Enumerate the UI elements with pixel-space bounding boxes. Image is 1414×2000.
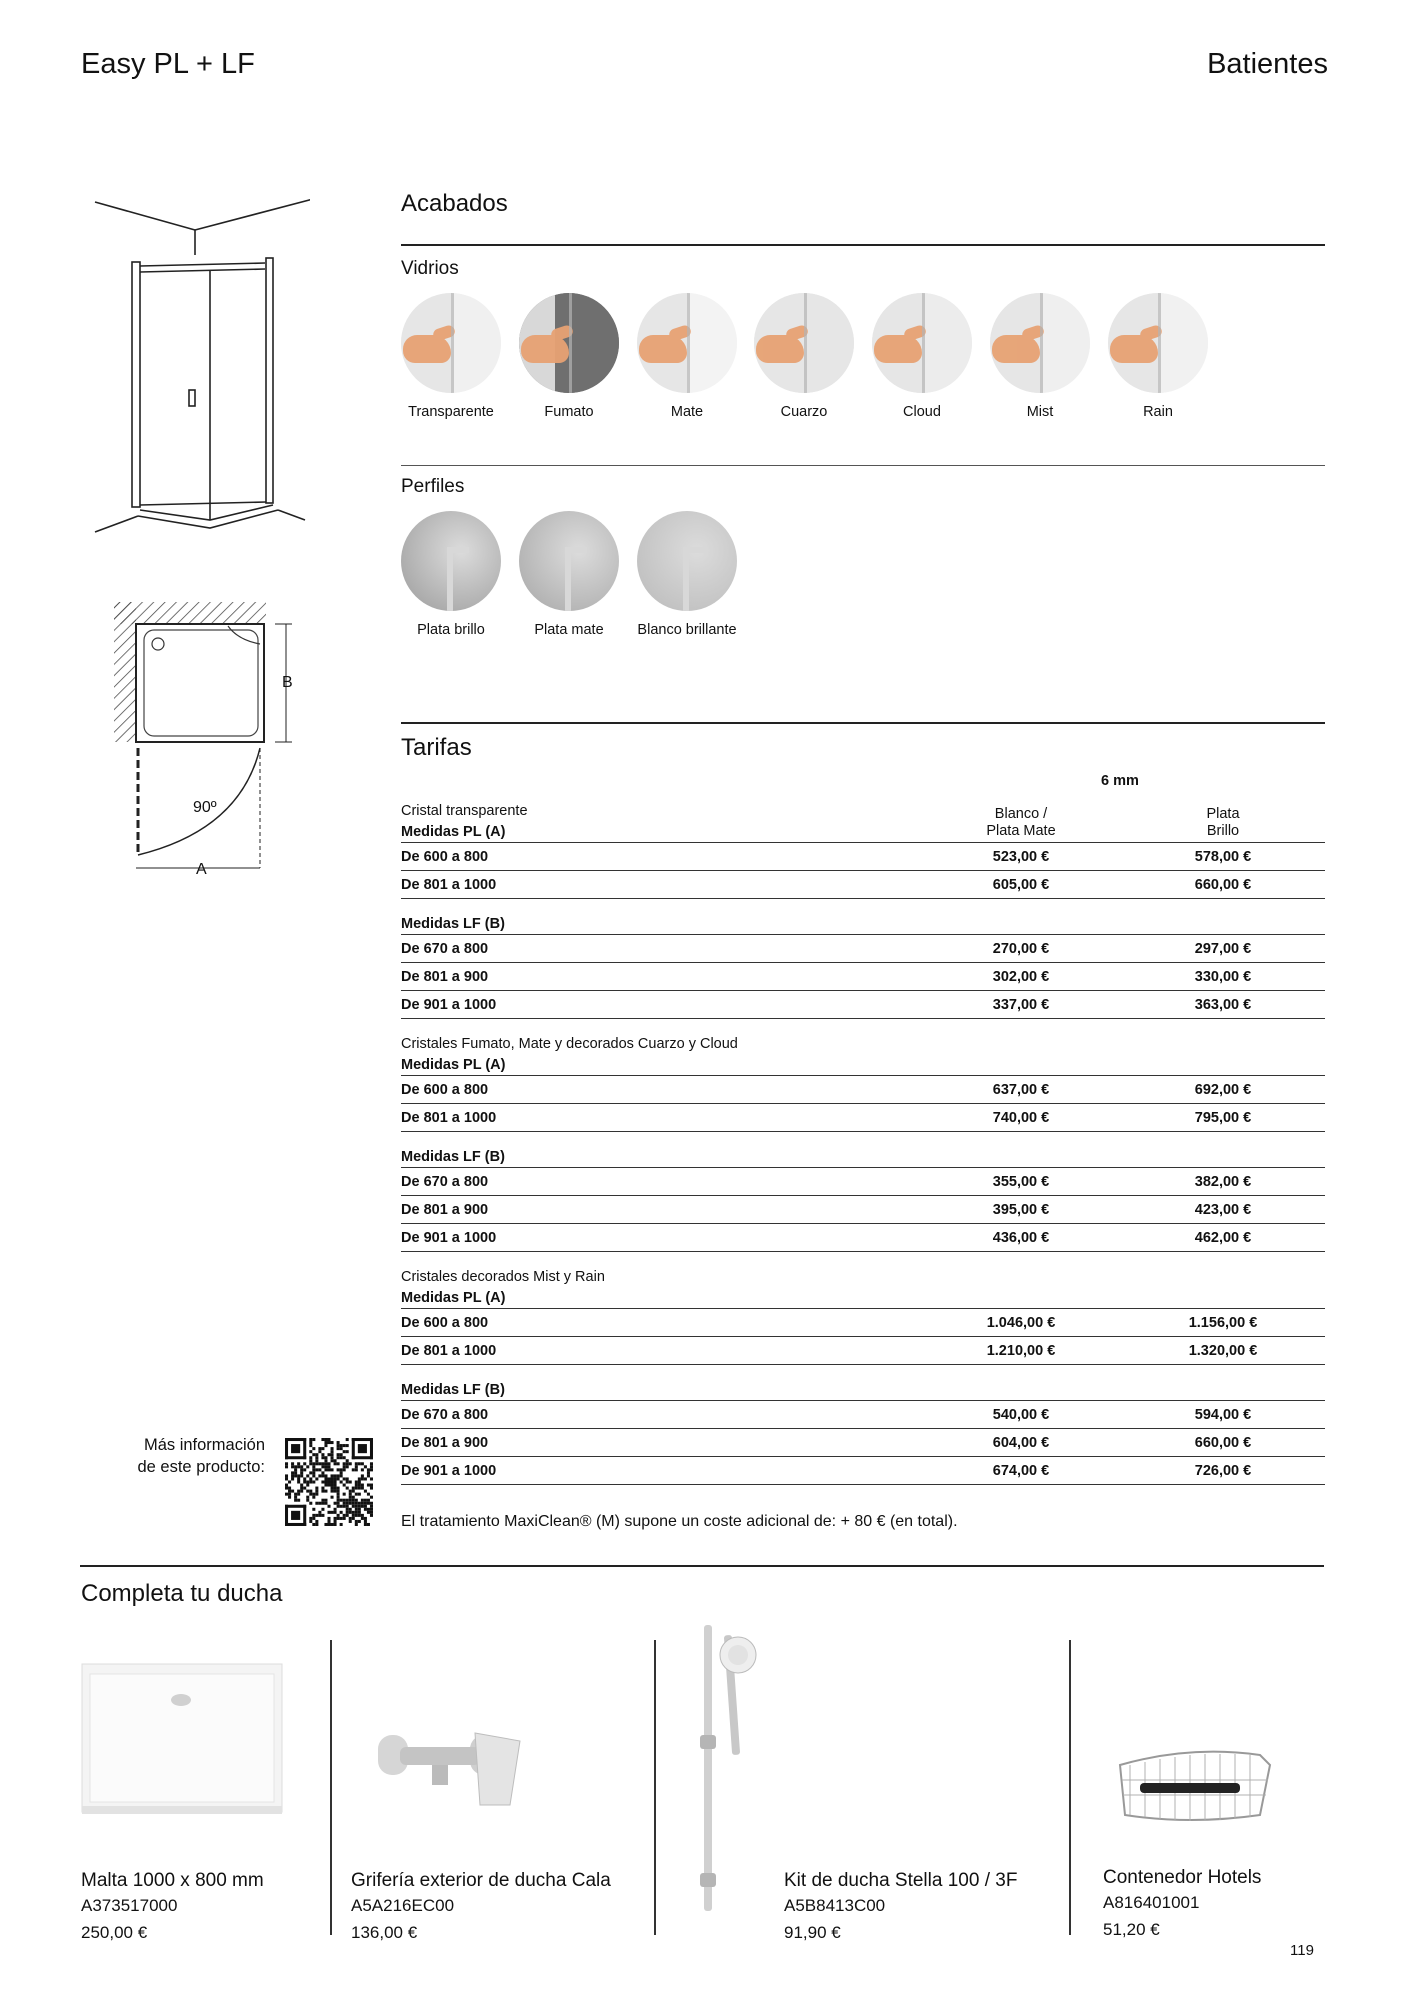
glass-swatch-mate[interactable]	[637, 293, 737, 393]
group-spacer	[401, 1365, 1325, 1380]
qr-caption-line1: Más información	[143, 1436, 265, 1454]
qr-caption-line2: de este producto:	[137, 1458, 265, 1476]
glass-edge	[922, 293, 925, 393]
size-range-cell: De 600 a 800	[401, 1076, 921, 1104]
completa-title: Completa tu ducha	[81, 1580, 283, 1607]
angle-label: 90º	[193, 799, 217, 816]
size-range-cell: De 600 a 800	[401, 843, 921, 871]
price-cell: 423,00 €	[1121, 1196, 1325, 1224]
group-note	[401, 800, 1325, 821]
glass-swatch-cloud[interactable]	[872, 293, 972, 393]
table-row	[401, 843, 1325, 871]
product-separator	[654, 1640, 656, 1935]
table-row	[401, 1076, 1325, 1104]
price-cell: 1.320,00 €	[1121, 1337, 1325, 1365]
price-cell: 740,00 €	[921, 1104, 1121, 1132]
price-cell: 540,00 €	[921, 1401, 1121, 1429]
price-cell: 270,00 €	[921, 935, 1121, 963]
price-cell: 1.156,00 €	[1121, 1309, 1325, 1337]
price-cell: 302,00 €	[921, 963, 1121, 991]
glass-swatch-fumato[interactable]	[519, 293, 619, 393]
table-row	[401, 1224, 1325, 1252]
group-title	[401, 1146, 1325, 1168]
glass-label: Fumato	[544, 404, 594, 420]
product-code: A5A216EC00	[351, 1896, 455, 1915]
product-name[interactable]: Contenedor Hotels	[1103, 1867, 1262, 1888]
size-range-cell: De 600 a 800	[401, 1309, 921, 1337]
price-cell: 605,00 €	[921, 871, 1121, 899]
page-number: 119	[1290, 1942, 1314, 1959]
table-row	[401, 1168, 1325, 1196]
hand-icon	[874, 335, 922, 363]
price-cell: 660,00 €	[1121, 1429, 1325, 1457]
vidrios-title: Vidrios	[401, 258, 459, 279]
size-range-cell: De 801 a 900	[401, 963, 921, 991]
acabados-title: Acabados	[401, 190, 508, 217]
product-name[interactable]: Kit de ducha Stella 100 / 3F	[784, 1870, 1018, 1891]
group-title-text: Medidas PL (A)	[401, 1056, 506, 1073]
group-spacer	[401, 1132, 1325, 1147]
product-price: 250,00 €	[81, 1923, 148, 1942]
size-range-cell: De 801 a 1000	[401, 1337, 921, 1365]
perfiles-rule	[401, 465, 1325, 466]
group-note-text: Cristales Fumato, Mate y decorados Cuarzo y Cloud	[401, 1035, 738, 1052]
size-range-cell: De 670 a 800	[401, 1401, 921, 1429]
product-separator	[1069, 1640, 1071, 1935]
shower-3d-drawing	[90, 180, 310, 540]
corner-basket-image[interactable]	[1110, 1735, 1280, 1835]
group-spacer	[401, 899, 1325, 914]
price-cell: 337,00 €	[921, 991, 1121, 1019]
table-row	[401, 1309, 1325, 1337]
hand-icon	[403, 335, 451, 363]
glass-label: Cloud	[903, 404, 941, 420]
price-cell: 594,00 €	[1121, 1401, 1325, 1429]
glass-swatch-rain[interactable]	[1108, 293, 1208, 393]
price-cell: 436,00 €	[921, 1224, 1121, 1252]
size-range-cell: De 801 a 1000	[401, 871, 921, 899]
group-title-text: Medidas LF (B)	[401, 1381, 505, 1398]
price-cell: 726,00 €	[1121, 1457, 1325, 1485]
size-range-cell: De 801 a 1000	[401, 1104, 921, 1132]
glass-label: Mate	[670, 404, 704, 420]
product-name[interactable]: Malta 1000 x 800 mm	[81, 1870, 264, 1891]
hand-icon	[1110, 335, 1158, 363]
price-cell: 355,00 €	[921, 1168, 1121, 1196]
group-title-text: Medidas PL (A)	[401, 823, 506, 840]
table-row	[401, 1104, 1325, 1132]
glass-edge	[687, 293, 690, 393]
hand-icon	[992, 335, 1040, 363]
profile-swatch-2[interactable]	[519, 511, 619, 611]
product-separator	[330, 1640, 332, 1935]
price-cell: 795,00 €	[1121, 1104, 1325, 1132]
group-note-text: Cristales decorados Mist y Rain	[401, 1268, 605, 1285]
price-cell: 462,00 €	[1121, 1224, 1325, 1252]
size-range-cell: De 901 a 1000	[401, 1457, 921, 1485]
dimension-a-label: A	[196, 861, 207, 878]
profile-label: Plata mate	[534, 622, 604, 638]
price-table	[401, 800, 1325, 1485]
size-range-cell: De 670 a 800	[401, 935, 921, 963]
glass-swatch-cuarzo[interactable]	[754, 293, 854, 393]
document-title: Easy PL + LF	[81, 48, 255, 80]
glass-edge	[569, 293, 572, 393]
glass-label: Transparente	[408, 404, 494, 420]
table-row	[401, 991, 1325, 1019]
shower-plan-drawing	[110, 600, 310, 880]
product-code: A373517000	[81, 1896, 178, 1915]
price-cell: 382,00 €	[1121, 1168, 1325, 1196]
product-code: A5B8413C00	[784, 1896, 886, 1915]
glass-edge	[451, 293, 454, 393]
price-cell: 1.046,00 €	[921, 1309, 1121, 1337]
group-spacer	[401, 1252, 1325, 1267]
qr-code-icon[interactable]	[285, 1438, 373, 1526]
price-cell: 637,00 €	[921, 1076, 1121, 1104]
size-range-cell: De 801 a 900	[401, 1196, 921, 1224]
profile-frame	[683, 547, 705, 611]
size-range-cell: De 670 a 800	[401, 1168, 921, 1196]
completa-rule	[80, 1565, 1324, 1567]
price-cell: 297,00 €	[1121, 935, 1325, 963]
profile-label: Plata brillo	[417, 622, 485, 638]
col-header-blanco: Blanco / Plata Mate	[986, 806, 1056, 839]
dimension-b-label: B	[282, 674, 293, 691]
glass-edge	[804, 293, 807, 393]
group-title	[401, 913, 1325, 935]
category-title: Batientes	[1207, 48, 1328, 80]
product-price: 136,00 €	[351, 1923, 418, 1942]
group-title-text: Medidas LF (B)	[401, 915, 505, 932]
size-range-cell: De 801 a 900	[401, 1429, 921, 1457]
qr-caption	[100, 1434, 265, 1478]
shower-kit-image[interactable]	[690, 1615, 790, 1915]
profile-frame	[447, 547, 469, 611]
perfiles-title: Perfiles	[401, 476, 465, 497]
group-title	[401, 821, 1325, 843]
price-cell: 395,00 €	[921, 1196, 1121, 1224]
size-range-cell: De 901 a 1000	[401, 991, 921, 1019]
price-cell: 578,00 €	[1121, 843, 1325, 871]
glass-edge	[1040, 293, 1043, 393]
price-cell: 363,00 €	[1121, 991, 1325, 1019]
tarifas-rule	[401, 722, 1325, 724]
hand-icon	[756, 335, 804, 363]
table-row	[401, 1337, 1325, 1365]
group-title	[401, 1379, 1325, 1401]
group-title	[401, 1054, 1325, 1076]
group-title	[401, 1287, 1325, 1309]
glass-label: Mist	[1026, 404, 1054, 420]
hand-icon	[521, 335, 569, 363]
table-row	[401, 871, 1325, 899]
glass-edge	[1158, 293, 1161, 393]
glass-label: Cuarzo	[780, 404, 828, 420]
group-note	[401, 1033, 1325, 1054]
group-note-text: Cristal transparente	[401, 802, 528, 819]
price-cell: 692,00 €	[1121, 1076, 1325, 1104]
group-spacer	[401, 1019, 1325, 1034]
glass-label: Rain	[1143, 404, 1173, 420]
product-price: 91,90 €	[784, 1923, 841, 1942]
table-row	[401, 935, 1325, 963]
profile-swatch-3[interactable]	[637, 511, 737, 611]
profile-label: Blanco brillante	[637, 622, 737, 638]
glass-swatch-mist[interactable]	[990, 293, 1090, 393]
table-row	[401, 1429, 1325, 1457]
thickness-header: 6 mm	[1101, 773, 1139, 789]
price-cell: 523,00 €	[921, 843, 1121, 871]
price-cell: 604,00 €	[921, 1429, 1121, 1457]
shower-tray-image[interactable]	[80, 1660, 286, 1816]
price-cell: 330,00 €	[1121, 963, 1325, 991]
table-row	[401, 1196, 1325, 1224]
acabados-rule	[401, 244, 1325, 246]
faucet-image[interactable]	[370, 1705, 530, 1835]
hand-icon	[639, 335, 687, 363]
group-note	[401, 1266, 1325, 1287]
product-name[interactable]: Grifería exterior de ducha Cala	[351, 1870, 611, 1891]
profile-frame	[565, 547, 587, 611]
maxiclean-footnote: El tratamiento MaxiClean® (M) supone un coste adicional de: + 80 € (en total).	[401, 1513, 958, 1530]
product-code: A816401001	[1103, 1893, 1200, 1912]
product-price: 51,20 €	[1103, 1920, 1160, 1939]
col-header-plata: Plata Brillo	[1206, 806, 1240, 839]
price-cell: 674,00 €	[921, 1457, 1121, 1485]
group-title-text: Medidas LF (B)	[401, 1148, 505, 1165]
price-cell: 660,00 €	[1121, 871, 1325, 899]
price-cell: 1.210,00 €	[921, 1337, 1121, 1365]
profile-swatch-1[interactable]	[401, 511, 501, 611]
tarifas-title: Tarifas	[401, 734, 472, 761]
table-row	[401, 1401, 1325, 1429]
glass-swatch-transparente[interactable]	[401, 293, 501, 393]
table-row	[401, 963, 1325, 991]
table-row	[401, 1457, 1325, 1485]
size-range-cell: De 901 a 1000	[401, 1224, 921, 1252]
group-title-text: Medidas PL (A)	[401, 1289, 506, 1306]
